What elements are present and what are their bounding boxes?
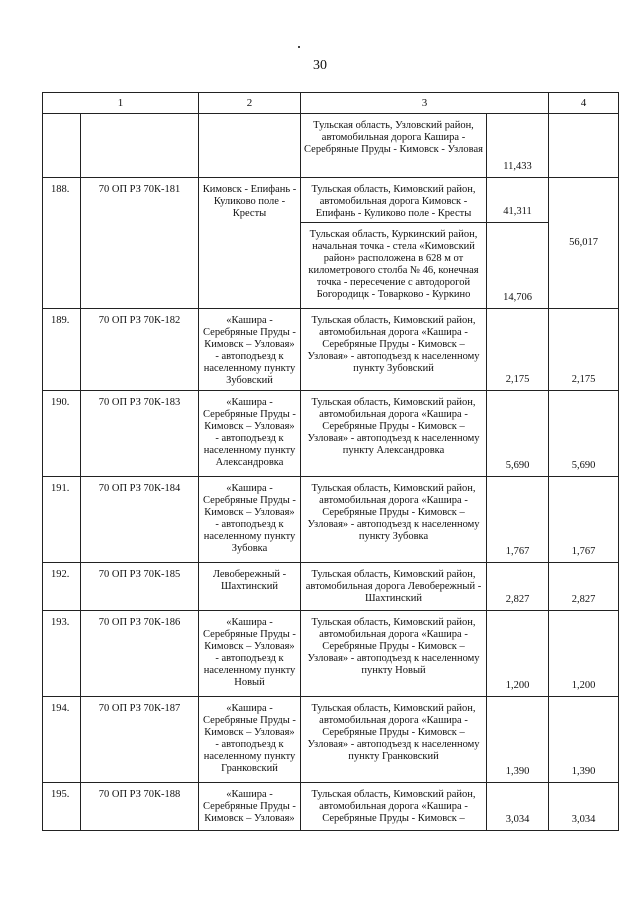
road-description: Тульская область, Кимовский район, автомобильная дорога Кимовск - Епифань - Куликово поле - Кресты [301,178,487,223]
row-number: 190. [43,391,81,477]
row-number [43,114,81,178]
table-row [43,309,619,391]
table-row [43,477,619,563]
table-row [43,178,619,223]
road-name [199,114,301,178]
road-code: 70 ОП РЗ 70К-187 [81,697,199,783]
road-code: 70 ОП РЗ 70К-181 [81,178,199,309]
road-total: 2,175 [549,309,619,391]
header-col-2: 2 [199,93,301,114]
road-code: 70 ОП РЗ 70К-182 [81,309,199,391]
road-length: 2,827 [487,563,549,611]
road-description: Тульская область, Узловский район, автомобильная дорога Кашира - Серебряные Пруды - Кимовск - Узловая [301,114,487,178]
table-row [43,114,619,178]
road-total: 1,767 [549,477,619,563]
scan-dot [298,46,300,48]
row-number: 193. [43,611,81,697]
row-number: 194. [43,697,81,783]
road-name: «Кашира - Серебряные Пруды - Кимовск – Узловая» - автоподъезд к населенному пункту Новый [199,611,301,697]
road-total: 5,690 [549,391,619,477]
road-code: 70 ОП РЗ 70К-184 [81,477,199,563]
row-number: 188. [43,178,81,309]
road-description: Тульская область, Кимовский район, автомобильная дорога «Кашира - Серебряные Пруды - Кимовск – [301,783,487,831]
road-total: 56,017 [549,178,619,309]
table-header-row [43,93,619,114]
header-col-3: 3 [301,93,549,114]
road-length: 41,311 [487,178,549,223]
road-description: Тульская область, Кимовский район, автомобильная дорога «Кашира - Серебряные Пруды - Кимовск – Узловая» - автоподъезд к населенному пункту Зубовка [301,477,487,563]
road-length: 11,433 [487,114,549,178]
road-length: 1,390 [487,697,549,783]
road-name: «Кашира - Серебряные Пруды - Кимовск – Узловая» [199,783,301,831]
header-col-4: 4 [549,93,619,114]
road-name: Кимовск - Епифань - Куликово поле - Кресты [199,178,301,309]
road-code: 70 ОП РЗ 70К-188 [81,783,199,831]
road-length: 1,767 [487,477,549,563]
road-total [549,114,619,178]
road-description: Тульская область, Кимовский район, автомобильная дорога «Кашира - Серебряные Пруды - Кимовск – Узловая» - автоподъезд к населенному пункту Александровка [301,391,487,477]
table-row [43,697,619,783]
header-col-1: 1 [43,93,199,114]
road-length: 3,034 [487,783,549,831]
road-description: Тульская область, Кимовский район, автомобильная дорога Левобережный - Шахтинский [301,563,487,611]
page-number: 30 [313,58,327,73]
road-code: 70 ОП РЗ 70К-186 [81,611,199,697]
road-description: Тульская область, Кимовский район, автомобильная дорога «Кашира - Серебряные Пруды - Кимовск – Узловая» - автоподъезд к населенному пункту Новый [301,611,487,697]
road-code: 70 ОП РЗ 70К-185 [81,563,199,611]
road-length: 2,175 [487,309,549,391]
road-length: 5,690 [487,391,549,477]
road-total: 2,827 [549,563,619,611]
row-number: 191. [43,477,81,563]
road-length: 1,200 [487,611,549,697]
table-row [43,391,619,477]
row-number: 192. [43,563,81,611]
road-code [81,114,199,178]
road-name: «Кашира - Серебряные Пруды - Кимовск – Узловая» - автоподъезд к населенному пункту Зубовка [199,477,301,563]
road-description: Тульская область, Куркинский район, начальная точка - стела «Кимовский район» расположена в 628 м от километрового столба № 46, конечная точка - пересечение с автодорогой Богородицк - Товарково - Куркино [301,223,487,309]
table-row [43,611,619,697]
road-name: «Кашира - Серебряные Пруды - Кимовск – Узловая» - автоподъезд к населенному пункту Александровка [199,391,301,477]
row-number: 195. [43,783,81,831]
road-description: Тульская область, Кимовский район, автомобильная дорога «Кашира - Серебряные Пруды - Кимовск – Узловая» - автоподъезд к населенному пункту Гранковский [301,697,487,783]
road-total: 1,200 [549,611,619,697]
table-row [43,563,619,611]
road-name: Левобережный - Шахтинский [199,563,301,611]
road-name: «Кашира - Серебряные Пруды - Кимовск – Узловая» - автоподъезд к населенному пункту Зубовский [199,309,301,391]
table-row [43,783,619,831]
road-total: 3,034 [549,783,619,831]
road-description: Тульская область, Кимовский район, автомобильная дорога «Кашира - Серебряные Пруды - Кимовск – Узловая» - автоподъезд к населенному пункту Зубовский [301,309,487,391]
road-total: 1,390 [549,697,619,783]
road-code: 70 ОП РЗ 70К-183 [81,391,199,477]
roads-table [42,92,619,831]
road-length: 14,706 [487,223,549,309]
road-name: «Кашира - Серебряные Пруды - Кимовск – Узловая» - автоподъезд к населенному пункту Гранковский [199,697,301,783]
row-number: 189. [43,309,81,391]
